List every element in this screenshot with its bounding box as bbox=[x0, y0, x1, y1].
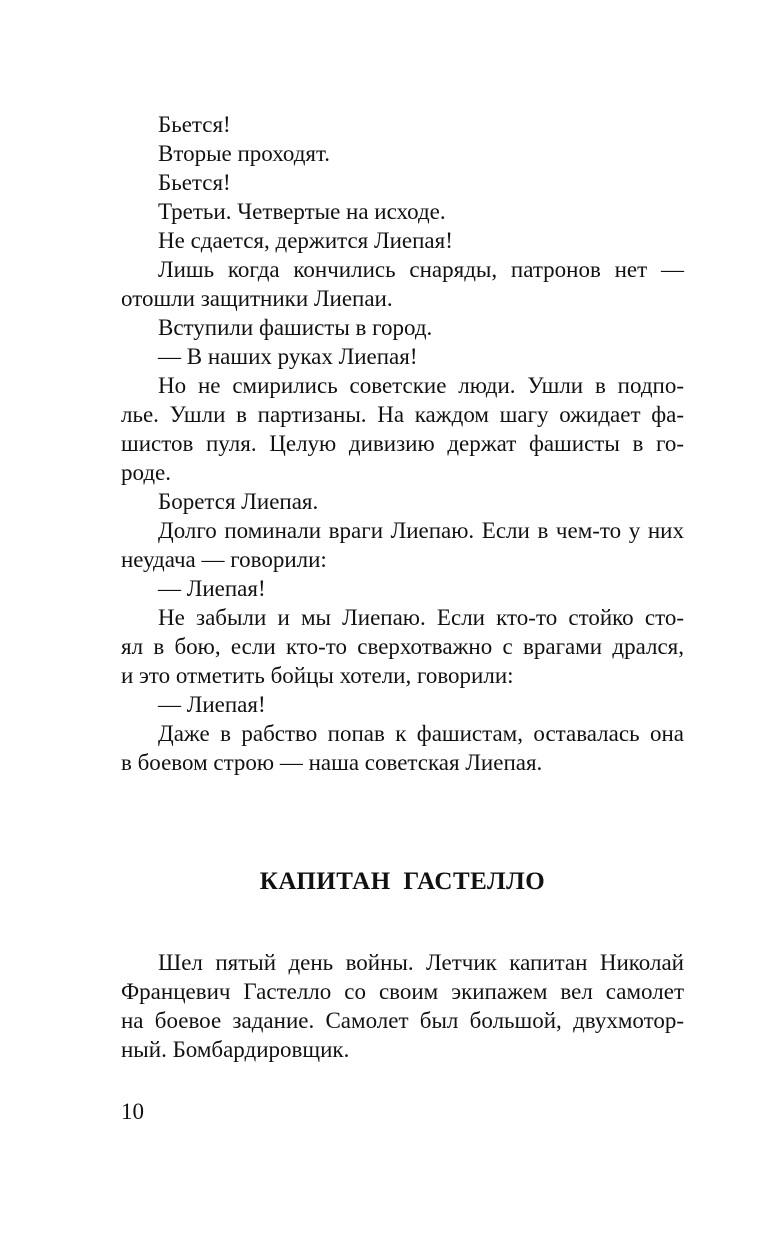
text-line: — Лиепая! bbox=[158, 576, 266, 601]
page-number: 10 bbox=[121, 1099, 144, 1124]
text-line: Вторые проходят. bbox=[158, 141, 331, 166]
text-line: неудача — говорили: bbox=[121, 547, 327, 572]
text-line: Не сдается, держится Лиепая! bbox=[158, 228, 453, 253]
text-line: Долго поминали враги Лиепаю. Если в чем-то у них bbox=[158, 518, 684, 543]
text-line: на боевое задание. Самолет был большой, двухмотор- bbox=[121, 1008, 684, 1033]
text-block-liepaja bbox=[121, 110, 684, 777]
chapter-heading: КАПИТАН ГАСТЕЛЛО bbox=[259, 868, 546, 895]
text-line: в боевом строю — наша советская Лиепая. bbox=[121, 750, 543, 775]
text-line: Вступили фашисты в город. bbox=[158, 315, 433, 340]
text-line: Шел пятый день войны. Летчик капитан Николай bbox=[158, 950, 684, 975]
text-line: шистов пуля. Целую дивизию держат фашисты в го- bbox=[121, 431, 684, 456]
text-line: роде. bbox=[121, 460, 171, 485]
text-line: отошли защитники Лиепаи. bbox=[121, 286, 393, 311]
text-block-gastello bbox=[121, 948, 684, 1064]
text-line: и это отметить бойцы хотели, говорили: bbox=[121, 663, 514, 688]
text-line: Борется Лиепая. bbox=[158, 489, 319, 514]
text-line: ял в бою, если кто-то сверхотважно с врагами дрался, bbox=[121, 634, 684, 659]
text-line: Даже в рабство попав к фашистам, оставалась она bbox=[158, 721, 684, 746]
text-line: ный. Бомбардировщик. bbox=[121, 1037, 350, 1062]
text-line: — В наших руках Лиепая! bbox=[158, 344, 418, 369]
text-line: — Лиепая! bbox=[158, 692, 266, 717]
text-line: Францевич Гастелло со своим экипажем вел самолет bbox=[121, 979, 684, 1004]
text-line: Третьи. Четвертые на исходе. bbox=[158, 199, 446, 224]
text-line: Но не смирились советские люди. Ушли в подпо- bbox=[158, 373, 684, 398]
text-line: Бьется! bbox=[158, 112, 231, 137]
text-line: лье. Ушли в партизаны. На каждом шагу ожидает фа- bbox=[121, 402, 684, 427]
text-line: Лишь когда кончились снаряды, патронов нет — bbox=[158, 257, 684, 282]
text-line: Бьется! bbox=[158, 170, 231, 195]
text-line: Не забыли и мы Лиепаю. Если кто-то стойко сто- bbox=[158, 605, 684, 630]
